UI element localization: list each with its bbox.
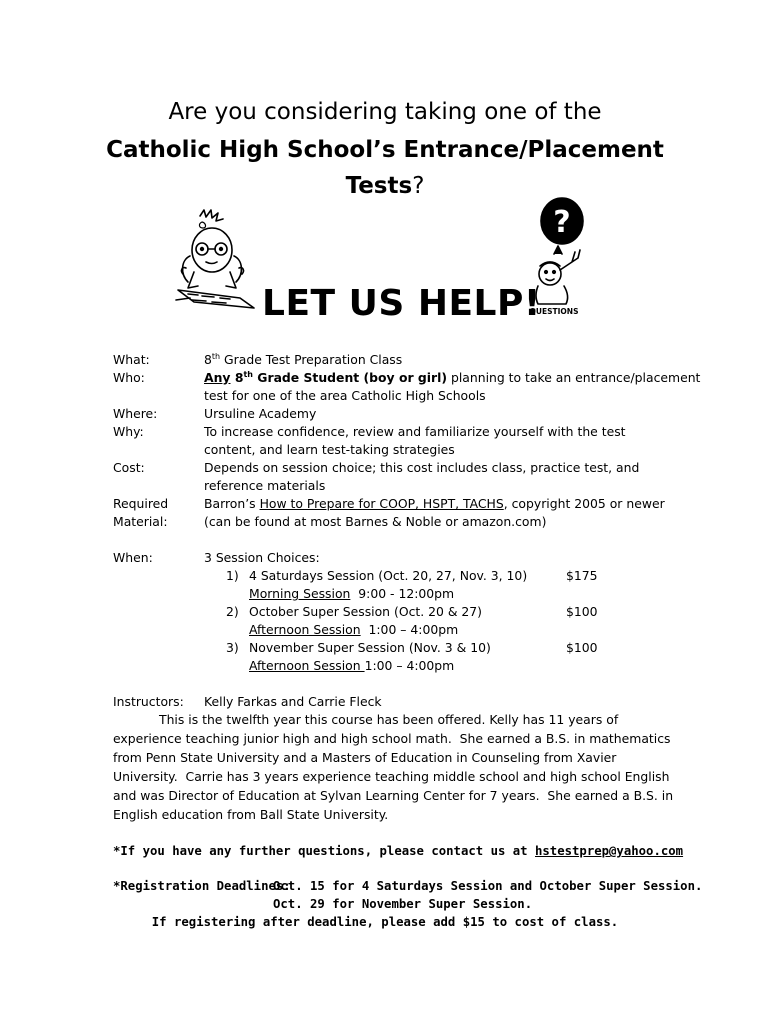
bio-line-4: University. Carrie has 3 years experience teaching middle school and high school English — [113, 769, 670, 784]
deadline-line-2: Oct. 29 for November Super Session. — [273, 897, 533, 911]
where-value: Ursuline Academy — [204, 406, 317, 421]
session-3-time-value: 1:00 – 4:00pm — [364, 658, 455, 673]
session-1-number: 1) — [226, 568, 239, 583]
session-2-number: 2) — [226, 604, 239, 619]
cost-label: Cost: — [113, 460, 145, 475]
bio-line-1: This is the twelfth year this course has been offered. Kelly has 11 years of — [159, 712, 619, 727]
deadlines-label: *Registration Deadlines: — [113, 879, 291, 893]
title-tests: Tests — [345, 173, 413, 199]
req-pre: Barron’s — [204, 496, 260, 511]
material-label: Material: — [113, 514, 168, 529]
instructors-names: Kelly Farkas and Carrie Fleck — [204, 694, 382, 709]
what-label: What: — [113, 352, 150, 367]
headline: LET US HELP! — [262, 283, 541, 324]
why-line-1: To increase confidence, review and familiarize yourself with the test — [204, 424, 626, 439]
session-1-name: 4 Saturdays Session (Oct. 20, 27, Nov. 3, 10) — [249, 568, 528, 583]
required-line-1 — [204, 495, 665, 513]
bio-line-6: English education from Ball State University. — [113, 807, 389, 822]
contact-email-link[interactable]: hstestprep@yahoo.com — [535, 844, 684, 858]
who-sup: th — [243, 369, 253, 379]
what-value — [204, 351, 402, 369]
required-label: Required — [113, 496, 169, 511]
bio-line-2: experience teaching junior high and high school math. She earned a B.S. in mathematics — [113, 731, 671, 746]
title-line-3 — [0, 167, 770, 205]
contact-line — [113, 842, 683, 860]
where-label: Where: — [113, 406, 158, 421]
when-heading: 3 Session Choices: — [204, 550, 320, 565]
why-line-2: content, and learn test-taking strategies — [204, 442, 455, 457]
session-2-name: October Super Session (Oct. 20 & 27) — [249, 604, 483, 619]
who-label: Who: — [113, 370, 145, 385]
cost-line-1: Depends on session choice; this cost includes class, practice test, and — [204, 460, 640, 475]
session-3-time — [249, 657, 454, 675]
when-label: When: — [113, 550, 153, 565]
title-question-mark: ? — [412, 173, 425, 199]
session-2-time-label: Afternoon Session — [249, 622, 361, 637]
who-grade: 8 — [230, 370, 244, 385]
session-2-price: $100 — [566, 604, 598, 619]
who-value — [204, 369, 700, 387]
what-grade: 8 — [204, 352, 212, 367]
session-1-time-label: Morning Session — [249, 586, 351, 601]
session-2-time — [249, 621, 458, 639]
contact-text: *If you have any further questions, please contact us at — [113, 844, 535, 858]
title-line-2: Catholic High School’s Entrance/Placement — [106, 137, 664, 163]
req-post: , copyright 2005 or newer — [503, 496, 665, 511]
required-line-2: (can be found at most Barnes & Noble or amazon.com) — [204, 514, 547, 529]
session-3-name: November Super Session (Nov. 3 & 10) — [249, 640, 491, 655]
session-1-price: $175 — [566, 568, 598, 583]
deadline-line-1: Oct. 15 for 4 Saturdays Session and October Super Session. — [273, 879, 703, 893]
session-2-time-value: 1:00 – 4:00pm — [360, 622, 459, 637]
book-title: How to Prepare for COOP, HSPT, TACHS — [259, 496, 504, 511]
title-line-1: Are you considering taking one of the — [168, 99, 602, 125]
bio-line-5: and was Director of Education at Sylvan Learning Center for 7 years. She earned a B.S. in — [113, 788, 674, 803]
session-3-number: 3) — [226, 640, 239, 655]
question-mark-glyph: ? — [553, 205, 571, 240]
who-rest: planning to take an entrance/placement — [447, 370, 701, 385]
questions-caption: QUESTIONS — [529, 307, 579, 316]
who-bold: Grade Student (boy or girl) — [252, 370, 448, 385]
studying-student-icon — [172, 208, 256, 320]
instructors-label: Instructors: — [113, 694, 184, 709]
session-1-time — [249, 585, 454, 603]
who-line-2: test for one of the area Catholic High Schools — [204, 388, 486, 403]
why-label: Why: — [113, 424, 144, 439]
bio-line-3: from Penn State University and a Masters of Education in Counseling from Xavier — [113, 750, 617, 765]
session-3-price: $100 — [566, 640, 598, 655]
session-3-time-label: Afternoon Session — [249, 658, 365, 673]
late-fee-line: If registering after deadline, please add $15 to cost of class. — [151, 915, 619, 929]
cost-line-2: reference materials — [204, 478, 326, 493]
session-1-time-value: 9:00 - 12:00pm — [350, 586, 455, 601]
what-rest: Grade Test Preparation Class — [220, 352, 403, 367]
what-sup: th — [211, 351, 221, 361]
who-any: Any — [204, 370, 231, 385]
